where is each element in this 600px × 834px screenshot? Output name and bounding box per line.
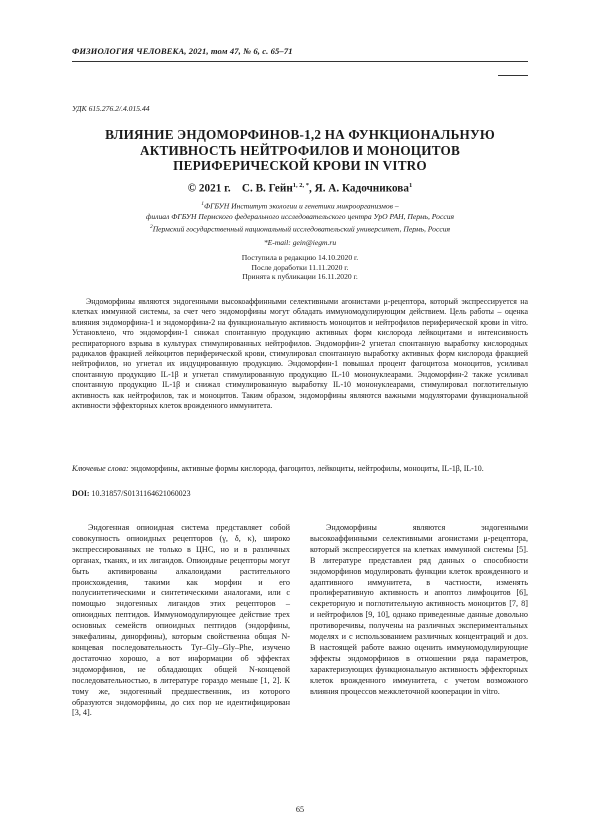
corresponding-email: *E-mail: gein@iegm.ru bbox=[263, 238, 337, 247]
affiliation-2 bbox=[72, 222, 528, 235]
author-line bbox=[72, 182, 528, 195]
body-paragraph: Эндогенная опиоидная система представляет собой совокупность опиоидных рецепторов (γ, δ, κ), широко экспрессированных не только в ЦНС, но и в различных органах, тканях, и их лигандов. Опиоидные рецепторы могут быть активированы алкалоидами растительного происхождения, такими как морфин и его полусинтетическими и синтетическими аналогами, или с помощью эндогенных лигандов этих рецепторов – опиоидных пептидов. Иммуномодулирующее действие трех основных семейств опиоидных пептидов (эндорфины, энкефалины, динорфины), которым свойственна общая N-концевая последовательность Tyr–Gly–Gly–Phe, изучено достаточно хорошо, а вот информации об эффектах эндоморфинов, не обладающих общей N-концевой последовательностью, в литературе гораздо меньше [1, 2]. К тому же, эндогенный предшественник, из которого образуются эндоморфины, до сих пор не идентифицирован [3, 4]. bbox=[72, 523, 290, 718]
journal-running-header: ФИЗИОЛОГИЯ ЧЕЛОВЕКА, 2021, том 47, № 6, с. 65–71 bbox=[72, 46, 293, 56]
affiliation-1 bbox=[72, 199, 528, 223]
title-line-3: ПЕРИФЕРИЧЕСКОЙ КРОВИ IN VITRO bbox=[173, 158, 427, 174]
author-name: Я. А. Кадочникова bbox=[314, 182, 409, 195]
article-title bbox=[72, 127, 528, 174]
doi-value: 10.31857/S0131164621060023 bbox=[89, 489, 191, 498]
doi-label: DOI: bbox=[72, 489, 90, 498]
date-revised: После доработки 11.11.2020 г. bbox=[251, 262, 349, 272]
author-separator: , bbox=[309, 182, 315, 195]
title-line-2: АКТИВНОСТЬ НЕЙТРОФИЛОВ И МОНОЦИТОВ bbox=[140, 142, 460, 158]
keywords bbox=[72, 464, 528, 474]
affiliation-text: ФГБУН Институт экологии и генетики микроорганизмов – bbox=[204, 201, 399, 211]
author-name: С. В. Гейн bbox=[241, 182, 293, 195]
doi bbox=[72, 489, 191, 498]
date-accepted: Принята к публикации 16.11.2020 г. bbox=[242, 272, 358, 282]
abstract: Эндоморфины являются эндогенными высокоаффинными селективными агонистами μ-рецептора, который экспрессируется на клетках иммунной системы, за счет чего эндоморфины могут обладать иммуномодулирующим действием. Цель работы – оценка влияния эндоморфина-1 и эндоморфина-2 на функциональную активность моноцитов и нейтрофилов периферической крови in vitro. Установлено, что эндоморфин-1 снижал спонтанную продукцию активных форм кислорода лейкоцитами и интенсивность респираторного взрыва в культурах стимулированных нейтрофилов. Эндоморфин-2 угнетал спонтанную выработку кислородных радикалов фракцией лейкоцитов периферической крови, стимулировал спонтанную выработку активных форм кислорода фракцией нейтрофилов, но угнетал их индуцированную продукцию. Эндоморфин-1 повышал процент фагоцитоза моноцитов, усиливал спонтанную продукцию IL-1β и угнетал стимулированную продукцию IL-10 мононуклеарами. Эндоморфин-2 также усиливал спонтанную продукцию IL-1β и снижал стимулированную выработку IL-10 мононуклеарами, стимулировал поглотительную активность как нейтрофилов, так и моноцитов. Таким образом, эндоморфины являются важными модуляторами функциональной активности эффекторных клеток врожденного иммунитета. bbox=[72, 297, 528, 411]
affiliation-mark: 1 bbox=[201, 201, 205, 207]
author-affiliation-mark: 1, 2, * bbox=[292, 182, 310, 189]
keywords-text: эндоморфины, активные формы кислорода, фагоцитоз, лейкоциты, нейтрофилы, моноциты, IL-1β, IL-10. bbox=[128, 464, 484, 473]
header-rule-short bbox=[498, 75, 528, 76]
title-line-1: ВЛИЯНИЕ ЭНДОМОРФИНОВ-1,2 НА ФУНКЦИОНАЛЬНУЮ bbox=[105, 127, 495, 142]
affiliation-mark: 2 bbox=[149, 224, 153, 230]
author-affiliation-mark: 1 bbox=[408, 182, 413, 189]
body-paragraph: Эндоморфины являются эндогенными высокоаффинными селективными агонистами μ-рецептора, который экспрессируется на клетках иммунной системы [5]. В литературе представлен ряд данных о способности эндоморфинов модулировать функции клеток врожденного и адаптивного иммунитета, в частности, изменять пролиферативную активность и апоптоз лимфоцитов [6], секреторную и поглотительную активность моноцитов [7, 8] и нейтрофилов [9, 10], однако приведенные данные довольно противоречивы, получены на различных экспериментальных моделях и с использованием различных концентраций и доз. В настоящей работе важно оценить иммуномодулирующие эффекты эндоморфинов в отношении ряда параметров, характеризующих функциональную активность эффекторных клеток врожденного иммунитета, с учетом возможного влияния процессов межклеточной кооперации in vitro. bbox=[310, 523, 528, 696]
copyright-year: © 2021 г. bbox=[187, 182, 231, 195]
body-column-right bbox=[310, 523, 528, 698]
affiliation-text: филиал ФГБУН Пермского федерального исследовательского центра УрО РАН, Пермь, Россия bbox=[145, 212, 455, 222]
date-received: Поступила в редакцию 14.10.2020 г. bbox=[241, 253, 359, 262]
udc-code: УДК 615.276.2/.4.015.44 bbox=[72, 104, 150, 113]
affiliation-text: Пермский государственный национальный исследовательский университет, Пермь, Россия bbox=[152, 224, 451, 234]
header-rule bbox=[72, 61, 528, 62]
keywords-label: Ключевые слова: bbox=[72, 464, 129, 473]
body-column-left bbox=[72, 523, 290, 719]
publication-dates bbox=[72, 253, 528, 282]
page-number: 65 bbox=[295, 805, 305, 814]
